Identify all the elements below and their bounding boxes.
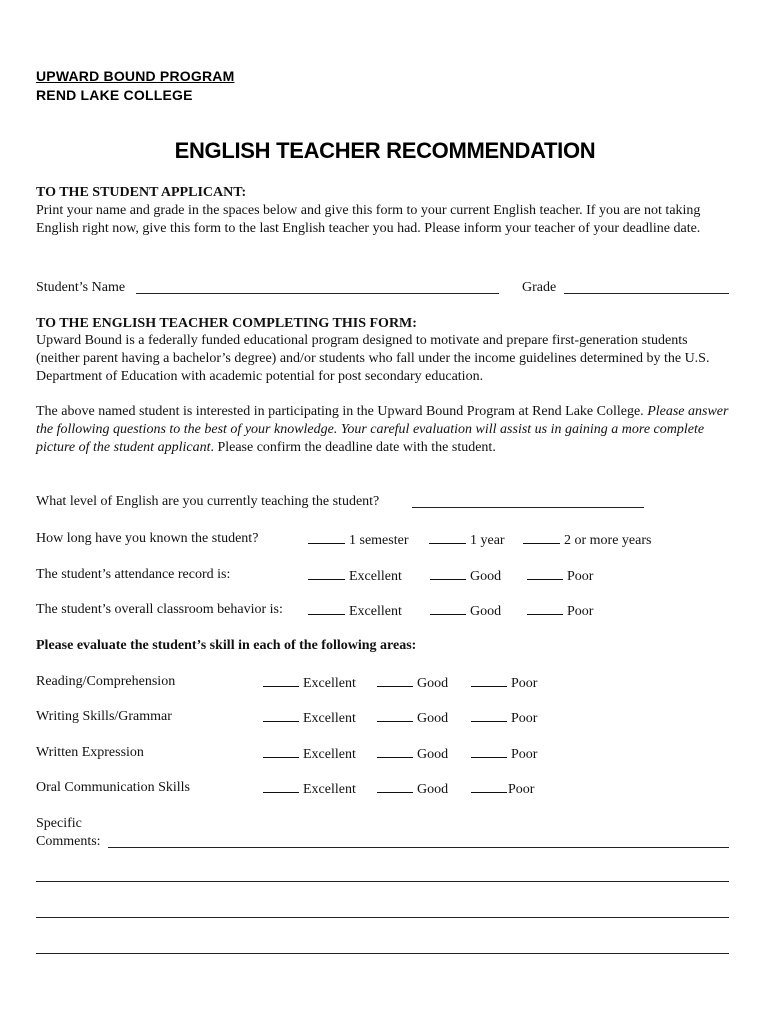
instructions-paragraph: [36, 403, 731, 457]
option-label: Poor: [511, 747, 538, 762]
option-label: Poor: [567, 604, 594, 619]
option-label: 1 year: [470, 533, 505, 548]
student-section-heading: TO THE STUDENT APPLICANT:: [36, 185, 247, 200]
attendance-good[interactable]: [430, 566, 501, 586]
behavior-question: The student’s overall classroom behavior is:: [36, 602, 283, 617]
grade-field[interactable]: [564, 293, 729, 294]
skill-label: Written Expression: [36, 745, 144, 760]
known-duration-question: How long have you known the student?: [36, 531, 259, 546]
skill-label: Oral Communication Skills: [36, 780, 190, 795]
skill-poor[interactable]: [471, 779, 534, 799]
checkbox-blank[interactable]: [377, 744, 413, 758]
option-label: Poor: [511, 711, 538, 726]
college-name: REND LAKE COLLEGE: [36, 87, 193, 103]
skill-good[interactable]: [377, 673, 448, 693]
option-label: Poor: [511, 676, 538, 691]
option-label: Excellent: [349, 569, 402, 584]
comments-line[interactable]: [36, 881, 729, 882]
option-label: Good: [417, 782, 449, 797]
comments-line[interactable]: [36, 953, 729, 954]
option-label: Excellent: [349, 604, 402, 619]
instructions-italic: Please answer the following questions to the best of your knowledge. Your careful evaluation will assist us in gaining a more complete picture of the student applicant: [36, 404, 729, 455]
checkbox-blank[interactable]: [377, 779, 413, 793]
option-label: Poor: [567, 569, 594, 584]
checkbox-blank[interactable]: [471, 779, 507, 793]
option-label: Poor: [508, 782, 535, 797]
checkbox-blank[interactable]: [527, 601, 563, 615]
checkbox-blank[interactable]: [263, 673, 299, 687]
skill-excellent[interactable]: [263, 744, 356, 764]
checkbox-blank[interactable]: [429, 530, 466, 544]
skill-label: Writing Skills/Grammar: [36, 709, 172, 724]
comments-line[interactable]: [108, 847, 729, 848]
attendance-poor[interactable]: [527, 566, 593, 586]
attendance-question: The student’s attendance record is:: [36, 567, 231, 582]
student-instructions: Print your name and grade in the spaces below and give this form to your current English teacher. If you are not taking English right now, give this form to the last English teacher you had. Please inform your teacher of your deadline date.: [36, 203, 701, 236]
skill-poor[interactable]: [471, 744, 537, 764]
option-label: Good: [470, 569, 502, 584]
option-label: Good: [417, 747, 449, 762]
checkbox-blank[interactable]: [471, 673, 507, 687]
skill-excellent[interactable]: [263, 708, 356, 728]
english-level-question: What level of English are you currently teaching the student?: [36, 494, 380, 509]
option-label: 1 semester: [349, 533, 409, 548]
instructions-lead: The above named student is interested in participating in the Upward Bound Program at Rend Lake College.: [36, 404, 644, 419]
grade-label: Grade: [522, 280, 557, 295]
attendance-excellent[interactable]: [308, 566, 402, 586]
skill-good[interactable]: [377, 779, 448, 799]
skill-label: Reading/Comprehension: [36, 674, 176, 689]
comments-line[interactable]: [36, 917, 729, 918]
option-label: Excellent: [303, 747, 356, 762]
option-1-year[interactable]: [429, 530, 505, 550]
checkbox-blank[interactable]: [471, 744, 507, 758]
checkbox-blank[interactable]: [523, 530, 560, 544]
behavior-good[interactable]: [430, 601, 501, 621]
checkbox-blank[interactable]: [430, 601, 466, 615]
skill-excellent[interactable]: [263, 673, 356, 693]
option-label: Excellent: [303, 676, 356, 691]
skill-good[interactable]: [377, 708, 448, 728]
checkbox-blank[interactable]: [471, 708, 507, 722]
option-label: 2 or more years: [564, 533, 652, 548]
option-label: Good: [417, 711, 449, 726]
comments-label-line2: Comments:: [36, 834, 101, 849]
checkbox-blank[interactable]: [308, 566, 345, 580]
behavior-poor[interactable]: [527, 601, 593, 621]
checkbox-blank[interactable]: [263, 744, 299, 758]
checkbox-blank[interactable]: [377, 708, 413, 722]
form-title: ENGLISH TEACHER RECOMMENDATION: [174, 138, 596, 163]
student-name-label: Student’s Name: [36, 280, 126, 295]
option-1-semester[interactable]: [308, 530, 408, 550]
checkbox-blank[interactable]: [430, 566, 466, 580]
checkbox-blank[interactable]: [263, 708, 299, 722]
instructions-tail: . Please confirm the deadline date with the student.: [210, 440, 496, 455]
checkbox-blank[interactable]: [308, 530, 345, 544]
program-name: UPWARD BOUND PROGRAM: [36, 68, 235, 84]
option-2-or-more-years[interactable]: [523, 530, 651, 550]
teacher-section-heading: TO THE ENGLISH TEACHER COMPLETING THIS FORM:: [36, 316, 417, 331]
option-label: Good: [417, 676, 449, 691]
skill-poor[interactable]: [471, 673, 537, 693]
skill-good[interactable]: [377, 744, 448, 764]
skills-heading: Please evaluate the student’s skill in each of the following areas:: [36, 638, 417, 653]
program-description: Upward Bound is a federally funded educational program designed to motivate and prepare first-generation students (neither parent having a bachelor’s degree) and/or students who fall under the income guidelines determined by the U.S. Department of Education with academic potential for post secondary education.: [36, 333, 710, 384]
checkbox-blank[interactable]: [308, 601, 345, 615]
checkbox-blank[interactable]: [263, 779, 299, 793]
skill-poor[interactable]: [471, 708, 537, 728]
english-level-field[interactable]: [412, 507, 644, 508]
student-name-field[interactable]: [136, 293, 499, 294]
skill-excellent[interactable]: [263, 779, 356, 799]
checkbox-blank[interactable]: [527, 566, 563, 580]
checkbox-blank[interactable]: [377, 673, 413, 687]
option-label: Excellent: [303, 782, 356, 797]
option-label: Good: [470, 604, 502, 619]
comments-label-line1: Specific: [36, 816, 82, 831]
option-label: Excellent: [303, 711, 356, 726]
behavior-excellent[interactable]: [308, 601, 402, 621]
